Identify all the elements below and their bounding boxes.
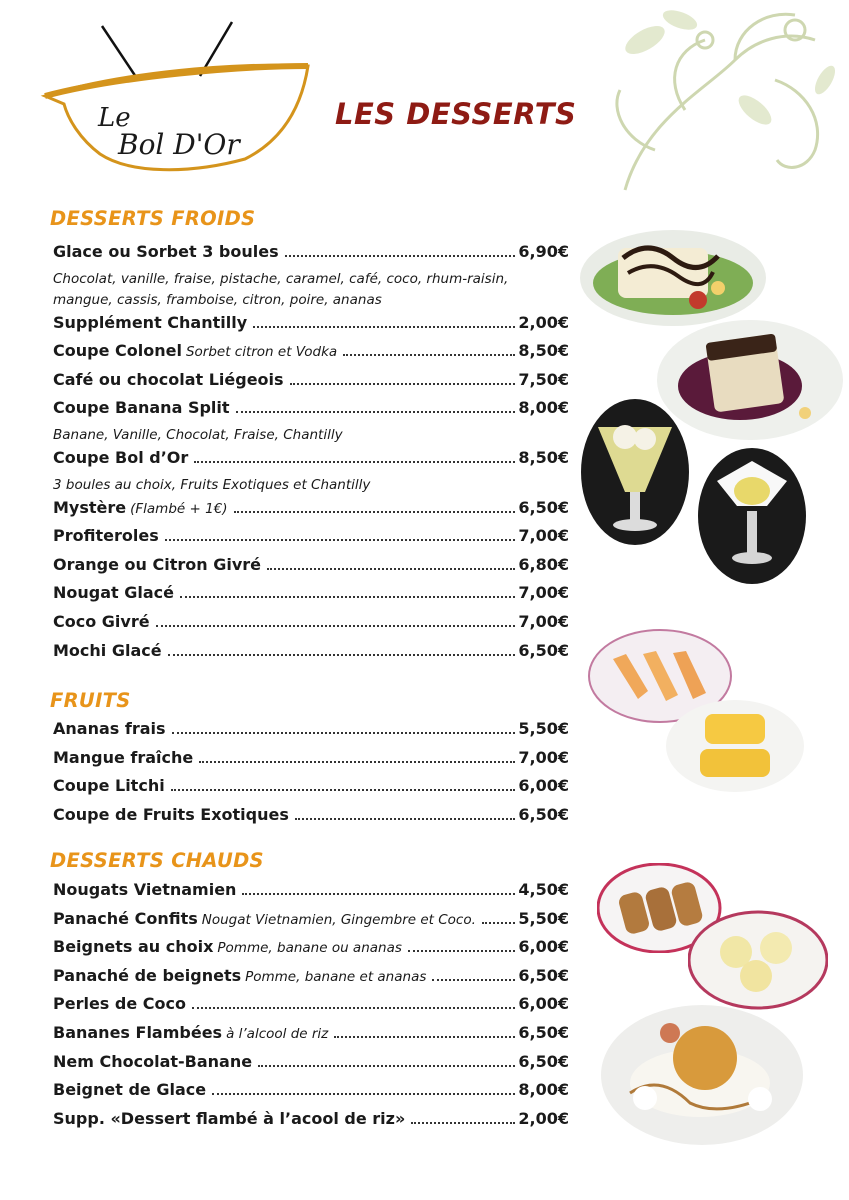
dot-leader xyxy=(234,511,516,513)
dot-leader xyxy=(165,539,516,541)
item-price: 5,50€ xyxy=(518,719,569,738)
section-title-fruits: FRUITS xyxy=(50,689,131,712)
menu-item xyxy=(53,1052,569,1081)
fried-ice-cream-plate-photo xyxy=(600,1003,805,1152)
menu-item xyxy=(53,242,569,311)
menu-list-desserts-froids xyxy=(53,242,569,669)
item-name: Mystère xyxy=(53,497,127,517)
item-price: 7,00€ xyxy=(518,747,569,767)
item-price: 6,50€ xyxy=(518,640,569,660)
item-price: 6,50€ xyxy=(518,965,569,985)
item-name: Panaché Confits xyxy=(53,908,198,928)
restaurant-logo xyxy=(40,14,315,174)
item-price: 7,00€ xyxy=(518,526,569,546)
dot-leader xyxy=(172,732,516,734)
item-price: 5,50€ xyxy=(518,908,569,928)
menu-item xyxy=(53,398,569,446)
item-note: Nougat Vietnamien, Gingembre et Coco. xyxy=(201,911,476,928)
dot-leader xyxy=(253,326,515,328)
item-note: Sorbet citron et Vodka xyxy=(185,344,338,361)
item-name: Mochi Glacé xyxy=(53,640,162,660)
menu-item xyxy=(53,1109,569,1138)
mochi-cup-photo xyxy=(697,446,807,590)
item-note: à l’alcool de riz xyxy=(226,1025,329,1042)
dot-leader xyxy=(411,1122,515,1124)
dot-leader xyxy=(192,1007,515,1009)
section-title-desserts-chauds: DESSERTS CHAUDS xyxy=(50,849,264,872)
dot-leader xyxy=(168,654,516,656)
menu-item xyxy=(53,805,569,834)
item-name: Coupe Bol d’Or xyxy=(53,447,189,467)
dot-leader xyxy=(432,979,515,981)
dot-leader xyxy=(258,1065,515,1067)
item-price: 4,50€ xyxy=(518,880,569,899)
dot-leader xyxy=(334,1036,515,1038)
menu-item xyxy=(53,1023,569,1052)
item-description: Chocolat, vanille, fraise, pistache, caramel, café, coco, rhum-raisin, xyxy=(53,270,509,287)
dot-leader xyxy=(236,411,516,413)
item-note: Pomme, banane ou ananas xyxy=(217,940,402,957)
item-price: 6,50€ xyxy=(518,1051,569,1071)
floral-swirl-decoration xyxy=(585,0,849,200)
item-price: 6,50€ xyxy=(518,497,569,517)
item-price: 8,00€ xyxy=(518,1080,569,1100)
menu-item xyxy=(53,583,569,612)
item-description: Banane, Vanille, Chocolat, Fraise, Chantilly xyxy=(53,426,343,443)
item-name: Ananas frais xyxy=(53,719,166,738)
coconut-pearls-plate-photo xyxy=(688,910,828,1014)
item-price: 6,50€ xyxy=(518,804,569,824)
dot-leader xyxy=(295,818,516,820)
sundae-plate-photo xyxy=(578,228,768,332)
section-title-desserts-froids: DESSERTS FROIDS xyxy=(50,207,256,230)
item-price: 6,90€ xyxy=(518,242,569,261)
item-price: 7,00€ xyxy=(518,611,569,631)
menu-item xyxy=(53,937,569,966)
item-price: 6,00€ xyxy=(518,994,569,1014)
item-price: 8,50€ xyxy=(518,447,569,467)
item-name: Beignet de Glace xyxy=(53,1080,207,1100)
dot-leader xyxy=(285,255,516,257)
dot-leader xyxy=(156,625,516,627)
menu-list-fruits xyxy=(53,719,569,833)
logo-text-bol: Bol D'Or xyxy=(118,128,240,161)
dot-leader xyxy=(343,354,515,356)
menu-item xyxy=(53,341,569,370)
item-name: Coupe Banana Split xyxy=(53,398,230,418)
menu-item xyxy=(53,370,569,399)
menu-item xyxy=(53,555,569,584)
item-price: 6,00€ xyxy=(518,776,569,796)
item-price: 6,50€ xyxy=(518,1022,569,1042)
menu-item xyxy=(53,448,569,496)
item-price: 7,50€ xyxy=(518,369,569,389)
item-name: Nougat Glacé xyxy=(53,583,174,603)
item-price: 8,50€ xyxy=(518,341,569,361)
dot-leader xyxy=(199,761,515,763)
menu-item xyxy=(53,748,569,777)
item-price: 6,80€ xyxy=(518,554,569,574)
item-price: 6,00€ xyxy=(518,937,569,957)
item-name: Café ou chocolat Liégeois xyxy=(53,369,284,389)
item-note: (Flambé + 1€) xyxy=(130,500,228,517)
item-name: Perles de Coco xyxy=(53,994,186,1014)
menu-item xyxy=(53,994,569,1023)
item-name: Nougats Vietnamien xyxy=(53,880,237,899)
page-title: LES DESSERTS xyxy=(335,97,577,131)
item-name: Mangue fraîche xyxy=(53,747,194,767)
item-name: Coco Givré xyxy=(53,611,150,631)
item-name: Glace ou Sorbet 3 boules xyxy=(53,242,279,261)
dot-leader xyxy=(171,789,516,791)
litchi-cup-photo xyxy=(580,397,690,551)
item-name: Orange ou Citron Givré xyxy=(53,554,262,574)
mango-plate-photo xyxy=(665,699,805,798)
item-name: Coupe Litchi xyxy=(53,776,165,796)
item-name: Coupe de Fruits Exotiques xyxy=(53,804,289,824)
item-description: 3 boules au choix, Fruits Exotiques et Chantilly xyxy=(53,476,371,493)
menu-item xyxy=(53,909,569,938)
item-name: Beignets au choix xyxy=(53,937,214,957)
item-price: 2,00€ xyxy=(518,312,569,332)
dot-leader xyxy=(290,383,516,385)
dot-leader xyxy=(408,950,515,952)
item-price: 8,00€ xyxy=(518,398,569,418)
menu-item xyxy=(53,612,569,641)
dot-leader xyxy=(194,461,515,463)
menu-list-desserts-chauds xyxy=(53,880,569,1137)
dot-leader xyxy=(212,1093,515,1095)
item-name: Bananes Flambées xyxy=(53,1022,223,1042)
item-name: Supp. «Dessert flambé à l’acool de riz» xyxy=(53,1108,406,1128)
item-name: Profiteroles xyxy=(53,526,159,546)
menu-item xyxy=(53,719,569,748)
menu-item xyxy=(53,313,569,342)
item-description: mangue, cassis, framboise, citron, poire, ananas xyxy=(53,291,382,308)
item-price: 2,00€ xyxy=(518,1108,569,1128)
dot-leader xyxy=(267,568,515,570)
dot-leader xyxy=(180,596,515,598)
item-name: Coupe Colonel xyxy=(53,341,182,361)
menu-item xyxy=(53,1080,569,1109)
menu-item xyxy=(53,880,569,909)
item-price: 7,00€ xyxy=(518,583,569,603)
menu-item xyxy=(53,526,569,555)
item-name: Supplément Chantilly xyxy=(53,312,248,332)
menu-item xyxy=(53,641,569,670)
menu-item xyxy=(53,776,569,805)
item-name: Panaché de beignets xyxy=(53,965,242,985)
menu-item xyxy=(53,966,569,995)
dot-leader xyxy=(482,922,515,924)
menu-item xyxy=(53,498,569,527)
item-note: Pomme, banane et ananas xyxy=(245,968,427,985)
dot-leader xyxy=(242,893,515,895)
logo-text-le: Le xyxy=(98,103,131,133)
item-name: Nem Chocolat-Banane xyxy=(53,1051,253,1071)
